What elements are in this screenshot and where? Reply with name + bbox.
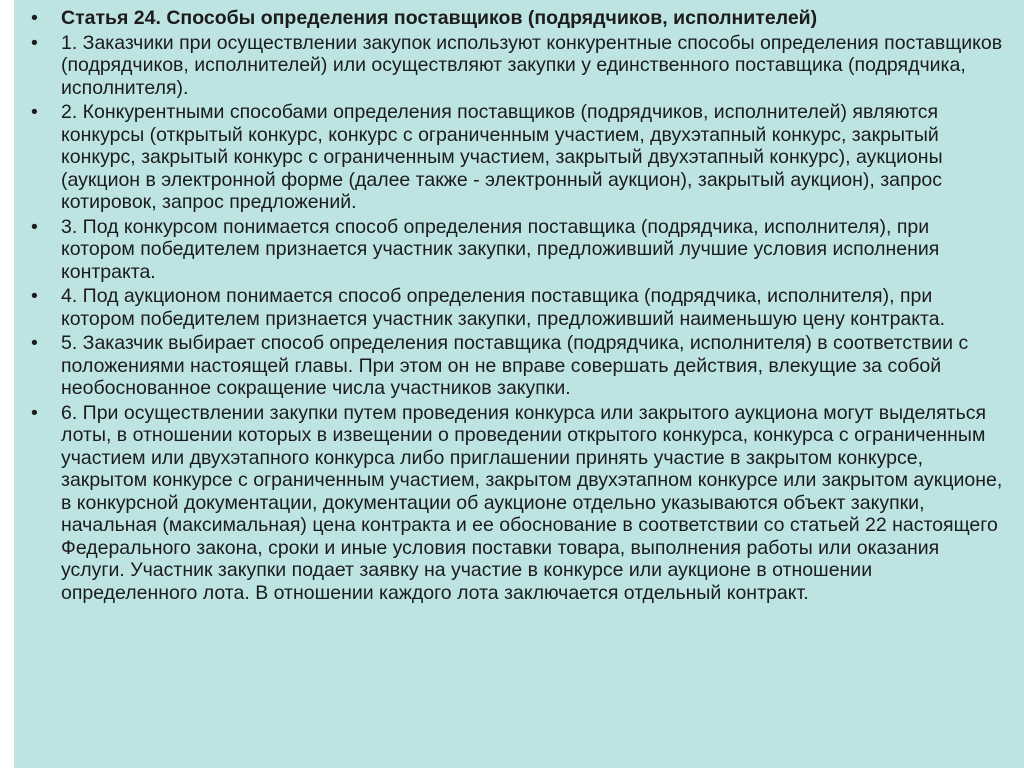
paragraph-item-3 bbox=[28, 216, 1003, 284]
paragraph-item-2 bbox=[28, 101, 1003, 214]
paragraph-item-1 bbox=[28, 32, 1003, 100]
bullet-icon: • bbox=[31, 31, 38, 54]
paragraph-text-5: 5. Заказчик выбирает способ определения поставщика (подрядчика, исполнителя) в соответствии с положениями настоящей главы. При этом он не вправе совершать действия, влекущие за собой необоснованное сокращение числа участников закупки. bbox=[61, 332, 969, 399]
paragraph-item-6 bbox=[28, 402, 1003, 605]
bullet-icon: • bbox=[31, 285, 38, 307]
bullet-icon: • bbox=[31, 101, 38, 123]
bullet-icon: • bbox=[31, 401, 38, 424]
paragraph-item-5 bbox=[28, 332, 1003, 400]
paragraph-text-6: 6. При осуществлении закупки путем проведения конкурса или закрытого аукциона могут выделяться лоты, в отношении которых в извещении о проведении открытого конкурса, конкурса с ограниченным участием или двухэтапного конкурса либо приглашении принять участие в закрытом конкурсе, закрытом конкурсе с ограниченным участием, закрытом двухэтапном конкурсе или закрытом аукционе, в конкурсной документации, документации об аукционе отдельно указываются объект закупки, начальная (максимальная) цена контракта и ее обоснование в соответствии со статьей 22 настоящего Федерального закона, сроки и иные условия поставки товара, выполнения работы или оказания услуги. Участник закупки подает заявку на участие в конкурсе или аукционе в отношении определенного лота. В отношении каждого лота заключается отдельный контракт. bbox=[61, 401, 1003, 604]
paragraph-text-4: 4. Под аукционом понимается способ определения поставщика (подрядчика, исполнителя), при котором победителем признается участник закупки, предложивший наименьшую цену контракта. bbox=[61, 285, 946, 330]
paragraph-text-1: 1. Заказчики при осуществлении закупок используют конкурентные способы определения поставщиков (подрядчиков, исполнителей) или осуществляют закупки у единственного поставщика (подрядчика, исполнителя). bbox=[61, 31, 1003, 99]
bullet-icon: • bbox=[31, 332, 38, 354]
paragraph-text-3: 3. Под конкурсом понимается способ определения поставщика (подрядчика, исполнителя), при котором победителем признается участник закупки, предложивший лучшие условия исполнения контракта. bbox=[61, 215, 940, 283]
article-title-item bbox=[28, 7, 1003, 30]
paragraph-text-2: 2. Конкурентными способами определения поставщиков (подрядчиков, исполнителей) являются конкурсы (открытый конкурс, конкурс с ограниченным участием, двухэтапный конкурс, закрытый конкурс, закрытый конкурс с ограниченным участием, закрытый двухэтапный конкурс), аукционы (аукцион в электронной форме (далее также - электронный аукцион), закрытый аукцион), запрос котировок, запрос предложений. bbox=[61, 101, 943, 213]
bullet-icon: • bbox=[31, 215, 38, 238]
slide-background bbox=[14, 0, 1024, 768]
paragraph-item-4 bbox=[28, 285, 1003, 330]
article-title: Статья 24. Способы определения поставщиков (подрядчиков, исполнителей) bbox=[61, 7, 818, 29]
article-bullet-list bbox=[28, 7, 1003, 606]
bullet-icon: • bbox=[31, 7, 38, 29]
